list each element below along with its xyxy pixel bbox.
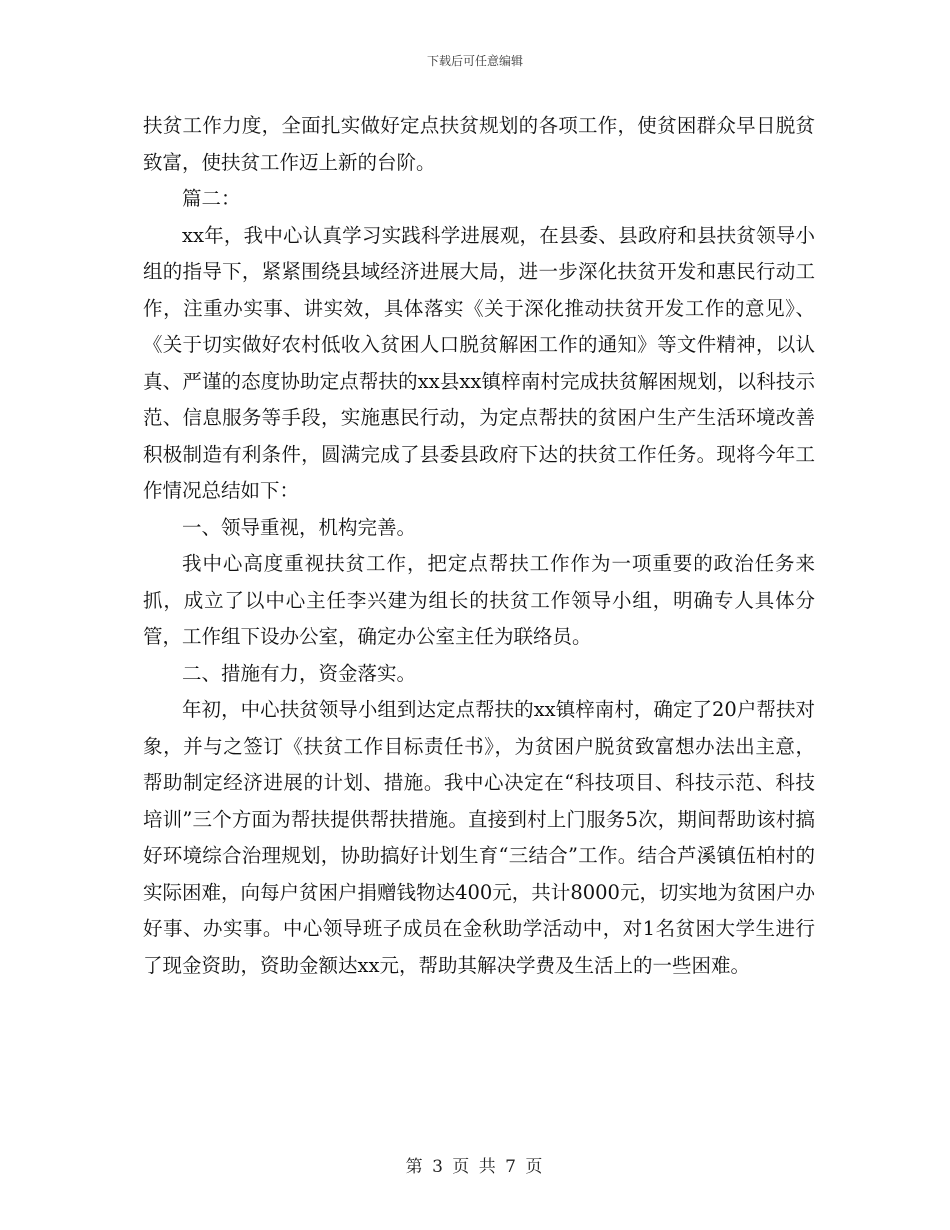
paragraph: xx年，我中心认真学习实践科学进展观，在县委、县政府和县扶贫领导小组的指导下，紧紧围绕县域经济进展大局，进一步深化扶贫开发和惠民行动工作，注重办实事、讲实效，具体落实《关于深化推动扶贫开发工作的意见》、《关于切实做好农村低收入贫困人口脱贫解困工作的通知》等文件精神，以认真、严谨的态度协助定点帮扶的xx县xx镇梓南村完成扶贫解困规划，以科技示范、信息服务等手段，实施惠民行动，为定点帮扶的贫困户生产生活环境改善积极制造有利条件，圆满完成了县委县政府下达的扶贫工作任务。现将今年工作情况总结如下：: [143, 223, 815, 502]
section-heading-part-two: 篇二：: [182, 187, 241, 210]
document-body: [143, 108, 815, 984]
section-heading: 一、领导重视，机构完善。: [182, 515, 417, 539]
section-heading: 二、措施有力，资金落实。: [182, 661, 417, 685]
page-header-note: 下载后可任意编辑: [426, 54, 523, 68]
page-number-label: 第 3 页 共 7 页: [405, 1157, 545, 1177]
page-number-footer: [0, 1152, 950, 1177]
paragraph: 年初，中心扶贫领导小组到达定点帮扶的xx镇梓南村，确定了20户帮扶对象，并与之签订《扶贫工作目标责任书》，为贫困户脱贫致富想办法出主意，帮助制定经济进展的计划、措施。我中心决定在“科技项目、科技示范、科技培训”三个方面为帮扶提供帮扶措施。直接到村上门服务5次，期间帮助该村搞好环境综合治理规划，协助搞好计划生育“三结合”工作。结合芦溪镇伍柏村的实际困难，向每户贫困户捐赠钱物达400元，共计8000元，切实地为贫困户办好事、办实事。中心领导班子成员在金秋助学活动中，对1名贫困大学生进行了现金资助，资助金额达xx元，帮助其解决学费及生活上的一些困难。: [143, 698, 815, 977]
paragraph: 扶贫工作力度，全面扎实做好定点扶贫规划的各项工作，使贫困群众早日脱贫致富，使扶贫工作迈上新的台阶。: [143, 114, 815, 174]
paragraph: 我中心高度重视扶贫工作，把定点帮扶工作作为一项重要的政治任务来抓，成立了以中心主任李兴建为组长的扶贫工作领导小组，明确专人具体分管，工作组下设办公室，确定办公室主任为联络员。: [143, 552, 815, 648]
